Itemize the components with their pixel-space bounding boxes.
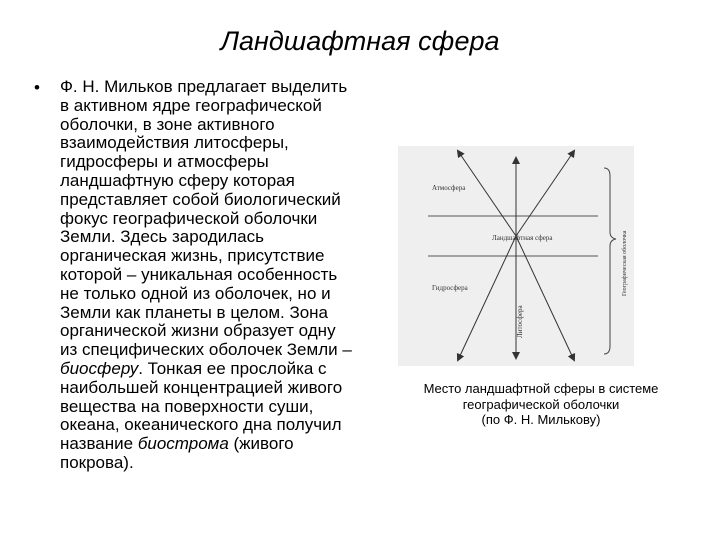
body-line: Земли как планеты в целом. Зона: [60, 302, 329, 322]
diagonal-arrow-left-up: [458, 151, 516, 236]
diagonal-arrow-left-down: [458, 236, 516, 360]
body-line-rest: (живого: [228, 434, 294, 454]
body-line: в активном ядре географической: [60, 95, 322, 115]
label-landscape-sphere: Ландшафтная сфера: [492, 234, 553, 242]
body-line-rest: . Тонкая ее прослойка с: [138, 358, 327, 378]
body-line: океана, океанического дна получил: [60, 415, 342, 435]
body-line: наибольшей концентрацией живого: [60, 377, 343, 397]
body-line: представляет собой биологический: [60, 189, 341, 209]
caption-line: географической оболочки: [462, 396, 620, 412]
label-atmosphere: Атмосфера: [432, 184, 466, 192]
body-line: Земли. Здесь зародилась: [60, 227, 264, 247]
diagram-svg: [398, 146, 634, 366]
caption-line: Место ландшафтной сферы в системе: [423, 381, 659, 396]
body-line: покрова).: [60, 452, 134, 472]
envelope-brace: [604, 168, 616, 354]
body-line: не только одной из оболочек, но и: [60, 283, 331, 303]
label-geo-envelope: Географическая оболочка: [622, 230, 628, 296]
body-line: фокус географической оболочки: [60, 208, 318, 228]
caption-line: (по Ф. Н. Милькову): [481, 412, 601, 427]
body-line: [60, 435, 395, 454]
landscape-sphere-diagram: [398, 146, 634, 366]
label-lithosphere: Литосфера: [516, 305, 524, 338]
body-line: из специфических оболочек Земли –: [60, 340, 352, 360]
diagonal-arrow-right-up: [516, 151, 574, 236]
body-line-pre: название: [60, 434, 138, 454]
diagonal-arrow-right-down: [516, 236, 574, 360]
label-hydrosphere: Гидросфера: [432, 284, 468, 292]
body-line: Ф. Н. Мильков предлагает выделить: [60, 77, 348, 96]
slide-title: Ландшафтная сфера: [220, 26, 500, 56]
bullet-marker: •: [34, 78, 40, 97]
term-biosphere: биосферу: [60, 358, 139, 378]
body-line: ландшафтную сферу которая: [60, 170, 295, 190]
body-line: которой – уникальная особенность: [60, 264, 338, 284]
body-line: [60, 360, 395, 379]
body-line: оболочки, в зоне активного: [60, 114, 275, 134]
body-paragraph: [60, 78, 395, 473]
body-line: органической жизни образует одну: [60, 321, 336, 341]
term-biostroma: биострома: [137, 434, 229, 454]
body-line: вещества на поверхности суши,: [60, 396, 314, 416]
body-line: взаимодействия литосферы,: [60, 133, 289, 153]
figure-caption: [396, 381, 686, 428]
body-line: гидросферы и атмосферы: [60, 152, 269, 172]
body-line: органическая жизнь, присутствие: [60, 246, 325, 266]
